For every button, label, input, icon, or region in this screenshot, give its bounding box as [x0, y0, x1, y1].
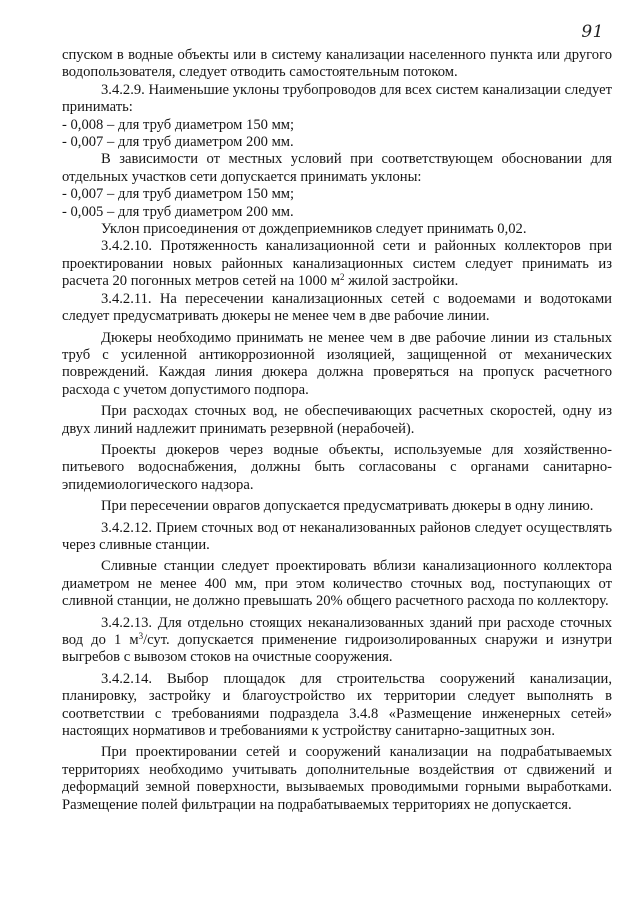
page-number: 91	[581, 22, 604, 42]
paragraph-3-4-2-13-tail: /сут. допускается применение гидроизолированных снаружи и изнутри выгребов с вывозом стоков на очистные сооружения.	[62, 632, 612, 666]
paragraph-3-4-2-14: 3.4.2.14. Выбор площадок для строительства сооружений канализации, планировку, застройку и благоустройство их территории следует выполнять в соответствии с требованиями подраздела 3.4.8 «Размещение инженерных сетей» настоящих нормативов и требованиями к устройству санитарно-защитных зон.	[62, 670, 612, 740]
paragraph-duker-requirements: Дюкеры необходимо принимать не менее чем в две рабочие линии из стальных труб с усиленной антикоррозионной изоляцией, защищенной от механических повреждений. Каждая линия дюкера должна проверяться на пропуск расчетного расхода с учетом допустимого подпора.	[62, 329, 612, 398]
list-item-local-slope-150: - 0,007 – для труб диаметром 150 мм;	[62, 186, 295, 203]
paragraph-continuation: спуском в водные объекты или в систему канализации населенного пункта или другого водопользователя, следует отводить самостоятельным потоком.	[62, 47, 612, 81]
paragraph-reserve-line: При расходах сточных вод, не обеспечивающих расчетных скоростей, одну из двух линий надлежит принимать резервной (нерабочей).	[62, 403, 612, 437]
superscript-2: 2	[339, 272, 345, 283]
paragraph-3-4-2-13	[62, 615, 612, 667]
paragraph-3-4-2-12: 3.4.2.12. Прием сточных вод от неканализованных районов следует осуществлять через сливные станции.	[62, 519, 612, 553]
paragraph-3-4-2-9: 3.4.2.9. Наименьшие уклоны трубопроводов для всех систем канализации следует принимать:	[62, 81, 612, 116]
list-item-slope-150: - 0,008 – для труб диаметром 150 мм;	[62, 116, 295, 133]
paragraph-undermined-territories: При проектировании сетей и сооружений канализации на подрабатываемых территориях необходимо учитывать дополнительные воздействия от сдвижений и деформаций земной поверхности, вызываемых проводимыми горными выработками. Размещение полей фильтрации на подрабатываемых территориях не допускается.	[62, 744, 612, 813]
paragraph-3-4-2-10	[62, 238, 612, 290]
list-item-local-slope-200: - 0,005 – для труб диаметром 200 мм.	[62, 203, 294, 220]
paragraph-3-4-2-10-text: 3.4.2.10. Протяженность канализационной сети и районных коллекторов при проектировании новых районных канализационных систем следует принимать из расчета 20 погонных метров сетей на 1000 м	[62, 238, 612, 290]
list-item-slope-200: - 0,007 – для труб диаметром 200 мм.	[62, 134, 294, 151]
paragraph-ravine-crossing: При пересечении оврагов допускается предусматривать дюкеры в одну линию.	[101, 498, 594, 515]
document-body	[62, 47, 612, 814]
paragraph-drain-stations: Сливные станции следует проектировать вблизи канализационного коллектора диаметром не менее 400 мм, при этом количество сточных вод, поступающих от сливной станции, не должно превышать 20% общего расчетного расхода по коллектору.	[62, 558, 612, 610]
paragraph-3-4-2-10-tail: жилой застройки.	[344, 273, 459, 290]
paragraph-3-4-2-13-text: 3.4.2.13. Для отдельно стоящих неканализованных зданий при расходе сточных вод до 1 м	[62, 614, 612, 648]
paragraph-duker-approval: Проекты дюкеров через водные объекты, используемые для хозяйственно-питьевого водоснабжения, должны быть согласованы с органами санитарно-эпидемиологического надзора.	[62, 441, 612, 493]
paragraph-local-conditions: В зависимости от местных условий при соответствующем обосновании для отдельных участков сети допускается принимать уклоны:	[62, 151, 612, 185]
superscript-3: 3	[138, 631, 144, 641]
paragraph-storm-inlet-slope: Уклон присоединения от дождеприемников следует принимать 0,02.	[101, 221, 527, 238]
paragraph-3-4-2-11: 3.4.2.11. На пересечении канализационных сетей с водоемами и водотоками следует предусматривать дюкеры не менее чем в две рабочие линии.	[62, 290, 612, 325]
